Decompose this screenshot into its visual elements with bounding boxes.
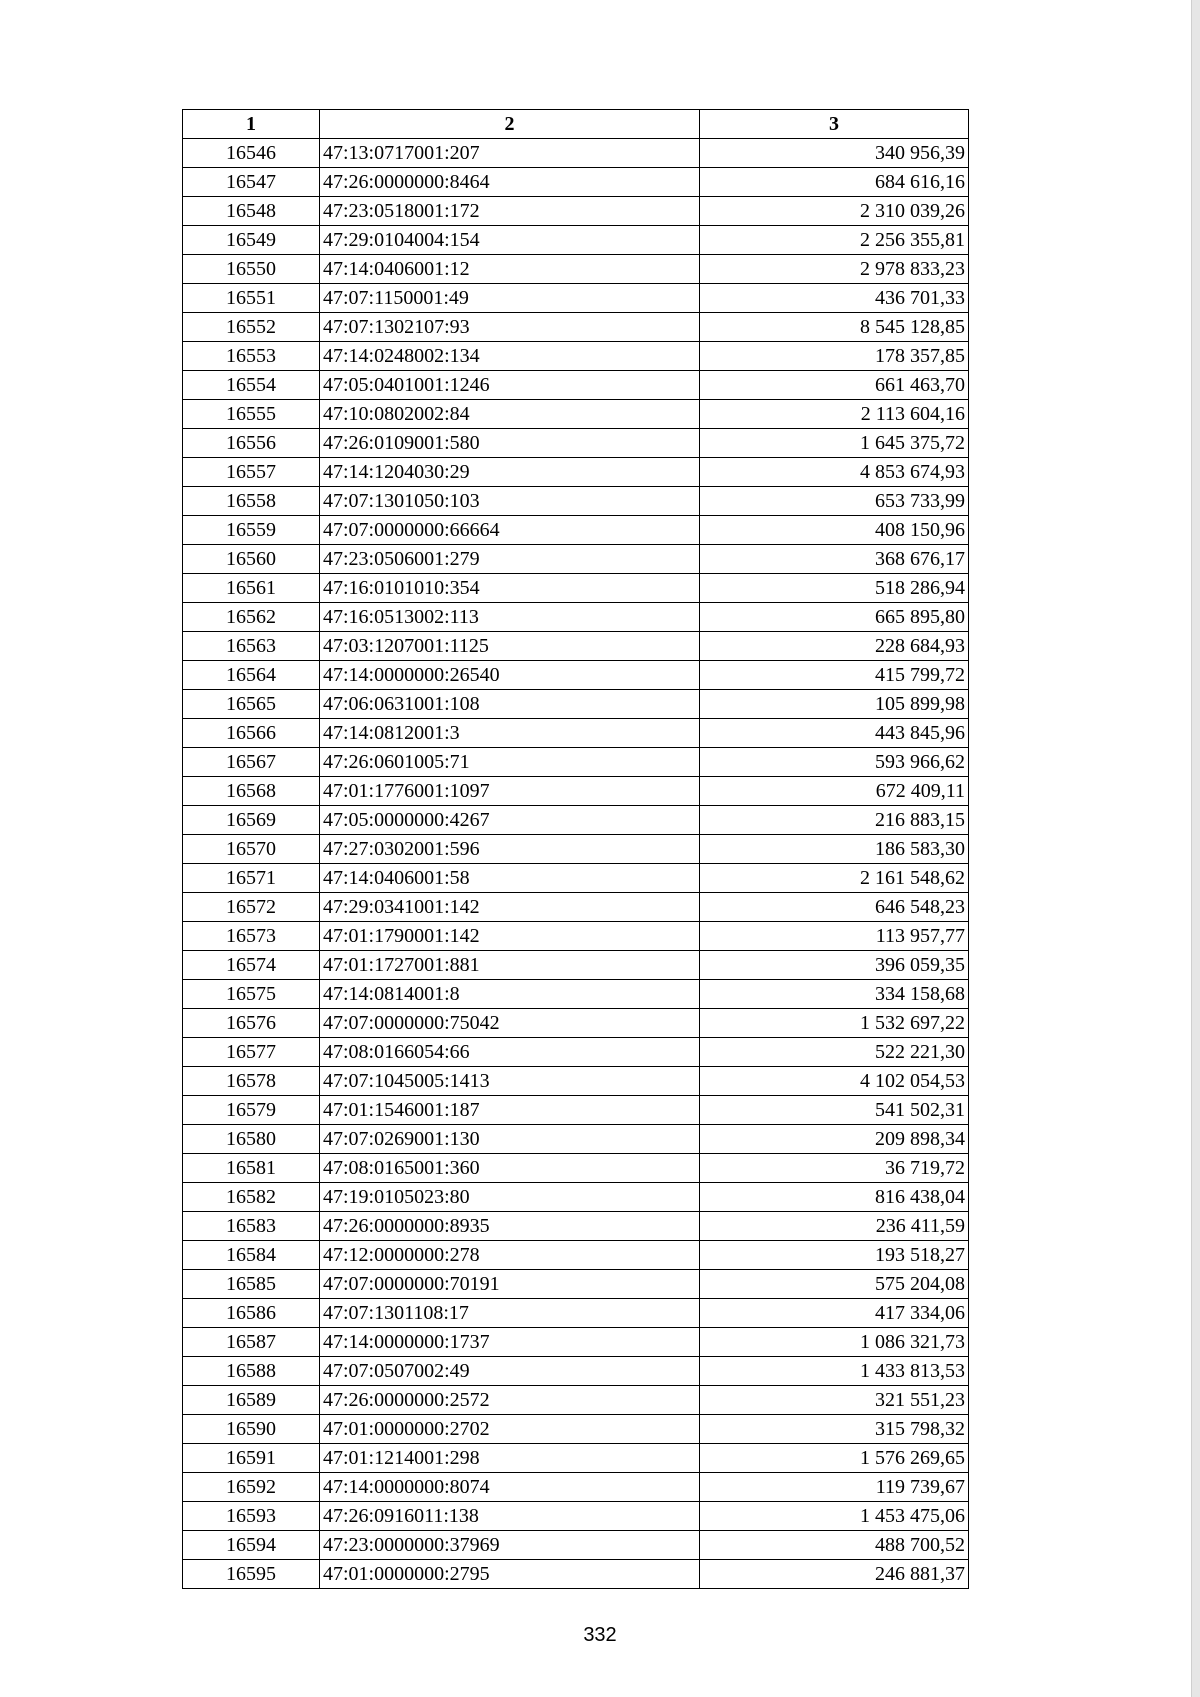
row-number-cell: 16581: [183, 1154, 320, 1183]
table-row: [183, 835, 969, 864]
value-cell: 228 684,93: [700, 632, 969, 661]
column-header-3: 3: [700, 110, 969, 139]
column-header-1: 1: [183, 110, 320, 139]
row-number-cell: 16564: [183, 661, 320, 690]
row-number-cell: 16559: [183, 516, 320, 545]
table-row: [183, 893, 969, 922]
cadastral-number-cell: 47:14:0812001:3: [320, 719, 700, 748]
value-cell: 2 113 604,16: [700, 400, 969, 429]
table-row: [183, 603, 969, 632]
cadastral-number-cell: 47:01:1214001:298: [320, 1444, 700, 1473]
table-row: [183, 1096, 969, 1125]
page-number: 332: [583, 1624, 617, 1646]
cadastral-number-cell: 47:08:0165001:360: [320, 1154, 700, 1183]
value-cell: 522 221,30: [700, 1038, 969, 1067]
table-row: [183, 864, 969, 893]
row-number-cell: 16566: [183, 719, 320, 748]
row-number-cell: 16588: [183, 1357, 320, 1386]
table-row: [183, 690, 969, 719]
value-cell: 672 409,11: [700, 777, 969, 806]
table-row: [183, 545, 969, 574]
cadastral-number-cell: 47:01:0000000:2702: [320, 1415, 700, 1444]
table-row: [183, 1183, 969, 1212]
row-number-cell: 16546: [183, 139, 320, 168]
table-row: [183, 719, 969, 748]
cadastral-number-cell: 47:26:0109001:580: [320, 429, 700, 458]
row-number-cell: 16557: [183, 458, 320, 487]
cadastral-number-cell: 47:29:0104004:154: [320, 226, 700, 255]
table-row: [183, 980, 969, 1009]
row-number-cell: 16562: [183, 603, 320, 632]
row-number-cell: 16587: [183, 1328, 320, 1357]
row-number-cell: 16577: [183, 1038, 320, 1067]
cadastral-number-cell: 47:23:0000000:37969: [320, 1531, 700, 1560]
cadastral-number-cell: 47:07:0507002:49: [320, 1357, 700, 1386]
table-row: [183, 139, 969, 168]
table-row: [183, 1009, 969, 1038]
cadastral-number-cell: 47:23:0506001:279: [320, 545, 700, 574]
cadastral-number-cell: 47:01:1546001:187: [320, 1096, 700, 1125]
value-cell: 1 086 321,73: [700, 1328, 969, 1357]
row-number-cell: 16568: [183, 777, 320, 806]
value-cell: 443 845,96: [700, 719, 969, 748]
cadastral-number-cell: 47:07:0269001:130: [320, 1125, 700, 1154]
page-edge: [1191, 0, 1200, 1697]
cadastral-number-cell: 47:01:0000000:2795: [320, 1560, 700, 1589]
value-cell: 8 545 128,85: [700, 313, 969, 342]
value-cell: 368 676,17: [700, 545, 969, 574]
value-cell: 113 957,77: [700, 922, 969, 951]
cadastral-number-cell: 47:16:0101010:354: [320, 574, 700, 603]
value-cell: 1 645 375,72: [700, 429, 969, 458]
table-row: [183, 284, 969, 313]
table-row: [183, 371, 969, 400]
row-number-cell: 16585: [183, 1270, 320, 1299]
row-number-cell: 16547: [183, 168, 320, 197]
table-row: [183, 429, 969, 458]
row-number-cell: 16579: [183, 1096, 320, 1125]
row-number-cell: 16556: [183, 429, 320, 458]
value-cell: 593 966,62: [700, 748, 969, 777]
value-cell: 436 701,33: [700, 284, 969, 313]
cadastral-number-cell: 47:05:0401001:1246: [320, 371, 700, 400]
cadastral-number-cell: 47:07:0000000:66664: [320, 516, 700, 545]
value-cell: 193 518,27: [700, 1241, 969, 1270]
table-row: [183, 342, 969, 371]
cadastral-number-cell: 47:07:1301108:17: [320, 1299, 700, 1328]
row-number-cell: 16572: [183, 893, 320, 922]
value-cell: 4 102 054,53: [700, 1067, 969, 1096]
value-cell: 334 158,68: [700, 980, 969, 1009]
row-number-cell: 16589: [183, 1386, 320, 1415]
row-number-cell: 16570: [183, 835, 320, 864]
table-row: [183, 1241, 969, 1270]
value-cell: 36 719,72: [700, 1154, 969, 1183]
table-row: [183, 1125, 969, 1154]
cadastral-number-cell: 47:14:0248002:134: [320, 342, 700, 371]
cadastral-number-cell: 47:26:0601005:71: [320, 748, 700, 777]
cadastral-number-cell: 47:14:0000000:26540: [320, 661, 700, 690]
cadastral-number-cell: 47:06:0631001:108: [320, 690, 700, 719]
cadastral-number-cell: 47:23:0518001:172: [320, 197, 700, 226]
row-number-cell: 16575: [183, 980, 320, 1009]
row-number-cell: 16553: [183, 342, 320, 371]
row-number-cell: 16574: [183, 951, 320, 980]
column-header-2: 2: [320, 110, 700, 139]
row-number-cell: 16592: [183, 1473, 320, 1502]
table-row: [183, 777, 969, 806]
table-row: [183, 255, 969, 284]
value-cell: 2 256 355,81: [700, 226, 969, 255]
cadastral-number-cell: 47:07:1301050:103: [320, 487, 700, 516]
cadastral-number-cell: 47:13:0717001:207: [320, 139, 700, 168]
table-row: [183, 516, 969, 545]
row-number-cell: 16569: [183, 806, 320, 835]
row-number-cell: 16558: [183, 487, 320, 516]
row-number-cell: 16548: [183, 197, 320, 226]
cadastral-number-cell: 47:26:0000000:2572: [320, 1386, 700, 1415]
table-row: [183, 1531, 969, 1560]
table-row: [183, 1357, 969, 1386]
cadastral-number-cell: 47:07:1150001:49: [320, 284, 700, 313]
data-table: [182, 109, 969, 1589]
row-number-cell: 16565: [183, 690, 320, 719]
row-number-cell: 16594: [183, 1531, 320, 1560]
value-cell: 178 357,85: [700, 342, 969, 371]
row-number-cell: 16591: [183, 1444, 320, 1473]
value-cell: 2 310 039,26: [700, 197, 969, 226]
cadastral-number-cell: 47:14:0406001:12: [320, 255, 700, 284]
table-row: [183, 1386, 969, 1415]
cadastral-number-cell: 47:14:0000000:8074: [320, 1473, 700, 1502]
row-number-cell: 16563: [183, 632, 320, 661]
value-cell: 119 739,67: [700, 1473, 969, 1502]
cadastral-number-cell: 47:10:0802002:84: [320, 400, 700, 429]
value-cell: 816 438,04: [700, 1183, 969, 1212]
value-cell: 684 616,16: [700, 168, 969, 197]
table-row: [183, 400, 969, 429]
value-cell: 653 733,99: [700, 487, 969, 516]
value-cell: 575 204,08: [700, 1270, 969, 1299]
table-row: [183, 226, 969, 255]
cadastral-number-cell: 47:01:1727001:881: [320, 951, 700, 980]
value-cell: 216 883,15: [700, 806, 969, 835]
cadastral-number-cell: 47:14:0000000:1737: [320, 1328, 700, 1357]
row-number-cell: 16586: [183, 1299, 320, 1328]
table-row: [183, 1473, 969, 1502]
row-number-cell: 16552: [183, 313, 320, 342]
cadastral-number-cell: 47:29:0341001:142: [320, 893, 700, 922]
row-number-cell: 16567: [183, 748, 320, 777]
cadastral-number-cell: 47:14:0814001:8: [320, 980, 700, 1009]
value-cell: 518 286,94: [700, 574, 969, 603]
row-number-cell: 16555: [183, 400, 320, 429]
row-number-cell: 16554: [183, 371, 320, 400]
value-cell: 661 463,70: [700, 371, 969, 400]
table-row: [183, 1328, 969, 1357]
table-row: [183, 487, 969, 516]
row-number-cell: 16576: [183, 1009, 320, 1038]
table-row: [183, 1560, 969, 1589]
value-cell: 665 895,80: [700, 603, 969, 632]
cadastral-number-cell: 47:01:1790001:142: [320, 922, 700, 951]
row-number-cell: 16573: [183, 922, 320, 951]
row-number-cell: 16582: [183, 1183, 320, 1212]
table-row: [183, 1415, 969, 1444]
value-cell: 246 881,37: [700, 1560, 969, 1589]
table-row: [183, 1502, 969, 1531]
row-number-cell: 16593: [183, 1502, 320, 1531]
value-cell: 2 161 548,62: [700, 864, 969, 893]
cadastral-number-cell: 47:05:0000000:4267: [320, 806, 700, 835]
table-row: [183, 1299, 969, 1328]
cadastral-number-cell: 47:07:0000000:70191: [320, 1270, 700, 1299]
table-body: [183, 139, 969, 1589]
row-number-cell: 16590: [183, 1415, 320, 1444]
value-cell: 415 799,72: [700, 661, 969, 690]
value-cell: 315 798,32: [700, 1415, 969, 1444]
row-number-cell: 16550: [183, 255, 320, 284]
row-number-cell: 16551: [183, 284, 320, 313]
table-row: [183, 661, 969, 690]
value-cell: 396 059,35: [700, 951, 969, 980]
table-row: [183, 458, 969, 487]
table-row: [183, 1067, 969, 1096]
row-number-cell: 16578: [183, 1067, 320, 1096]
cadastral-number-cell: 47:26:0000000:8935: [320, 1212, 700, 1241]
cadastral-number-cell: 47:27:0302001:596: [320, 835, 700, 864]
row-number-cell: 16580: [183, 1125, 320, 1154]
table-row: [183, 748, 969, 777]
table-row: [183, 806, 969, 835]
row-number-cell: 16571: [183, 864, 320, 893]
cadastral-number-cell: 47:26:0000000:8464: [320, 168, 700, 197]
table-row: [183, 574, 969, 603]
value-cell: 105 899,98: [700, 690, 969, 719]
cadastral-number-cell: 47:26:0916011:138: [320, 1502, 700, 1531]
cadastral-number-cell: 47:07:1302107:93: [320, 313, 700, 342]
table-row: [183, 313, 969, 342]
table-row: [183, 197, 969, 226]
value-cell: 340 956,39: [700, 139, 969, 168]
cadastral-number-cell: 47:19:0105023:80: [320, 1183, 700, 1212]
value-cell: 408 150,96: [700, 516, 969, 545]
row-number-cell: 16583: [183, 1212, 320, 1241]
value-cell: 417 334,06: [700, 1299, 969, 1328]
row-number-cell: 16560: [183, 545, 320, 574]
table-header-row: [183, 110, 969, 139]
cadastral-number-cell: 47:14:0406001:58: [320, 864, 700, 893]
value-cell: 321 551,23: [700, 1386, 969, 1415]
value-cell: 541 502,31: [700, 1096, 969, 1125]
value-cell: 4 853 674,93: [700, 458, 969, 487]
value-cell: 236 411,59: [700, 1212, 969, 1241]
table-row: [183, 922, 969, 951]
cadastral-number-cell: 47:16:0513002:113: [320, 603, 700, 632]
table-row: [183, 632, 969, 661]
row-number-cell: 16584: [183, 1241, 320, 1270]
table-row: [183, 1038, 969, 1067]
table-row: [183, 1212, 969, 1241]
row-number-cell: 16561: [183, 574, 320, 603]
table-row: [183, 1270, 969, 1299]
row-number-cell: 16549: [183, 226, 320, 255]
value-cell: 1 433 813,53: [700, 1357, 969, 1386]
value-cell: 646 548,23: [700, 893, 969, 922]
cadastral-number-cell: 47:01:1776001:1097: [320, 777, 700, 806]
cadastral-number-cell: 47:07:0000000:75042: [320, 1009, 700, 1038]
cadastral-number-cell: 47:08:0166054:66: [320, 1038, 700, 1067]
value-cell: 1 532 697,22: [700, 1009, 969, 1038]
cadastral-number-cell: 47:07:1045005:1413: [320, 1067, 700, 1096]
value-cell: 2 978 833,23: [700, 255, 969, 284]
value-cell: 1 576 269,65: [700, 1444, 969, 1473]
value-cell: 488 700,52: [700, 1531, 969, 1560]
row-number-cell: 16595: [183, 1560, 320, 1589]
table-row: [183, 1154, 969, 1183]
value-cell: 1 453 475,06: [700, 1502, 969, 1531]
table-row: [183, 168, 969, 197]
value-cell: 186 583,30: [700, 835, 969, 864]
cadastral-number-cell: 47:12:0000000:278: [320, 1241, 700, 1270]
table-row: [183, 1444, 969, 1473]
value-cell: 209 898,34: [700, 1125, 969, 1154]
cadastral-number-cell: 47:03:1207001:1125: [320, 632, 700, 661]
table-row: [183, 951, 969, 980]
cadastral-number-cell: 47:14:1204030:29: [320, 458, 700, 487]
